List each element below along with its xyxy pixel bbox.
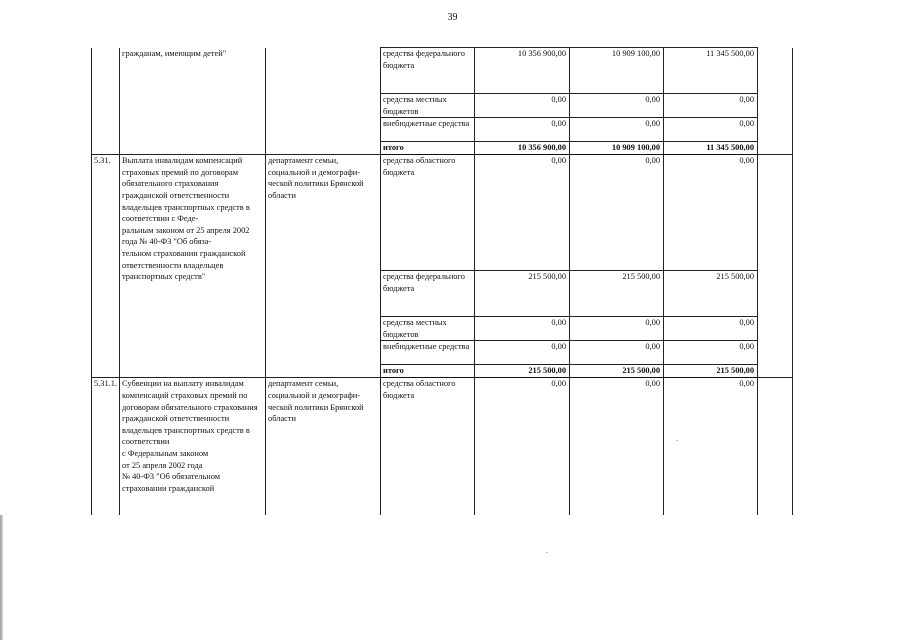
page-number: 39 — [447, 12, 458, 23]
amount-year-2: 10 909 100,00 — [570, 48, 664, 94]
amount-year-3: 0,00 — [664, 378, 758, 515]
item-name-cell: гражданам, имеющим детей" — [120, 48, 266, 155]
department-cell: департамент семьи, социальной и демографи- ческой политики Брянской области — [266, 378, 381, 515]
amount-year-2: 0,00 — [570, 155, 664, 271]
amount-year-2: 0,00 — [570, 94, 664, 118]
total-year-2: 215 500,00 — [570, 365, 664, 378]
amount-year-2: 215 500,00 — [570, 271, 664, 317]
funding-source: средства федерального бюджета — [381, 48, 475, 94]
item-number-cell: 5.31. — [92, 155, 120, 378]
total-year-2: 10 909 100,00 — [570, 142, 664, 155]
note-cell — [758, 378, 793, 515]
item-number-cell: 5.31.1. — [92, 378, 120, 515]
amount-year-3: 11 345 500,00 — [664, 48, 758, 94]
amount-year-1: 10 356 900,00 — [475, 48, 570, 94]
amount-year-2: 0,00 — [570, 341, 664, 365]
item-number-cell — [92, 48, 120, 155]
amount-year-1: 0,00 — [475, 317, 570, 341]
item-name-cell: Субвенции на выплату инвалидам компенсаций страховых премий по договорам обязательного страхования гражданской ответственности владельцев транспортных средств в соответствии с Федеральным законом от 25 апреля 2002 года № 40-ФЗ "Об обязательном страховании гражданской — [120, 378, 266, 515]
scan-edge-shadow — [0, 515, 3, 640]
amount-year-1: 215 500,00 — [475, 271, 570, 317]
note-cell — [758, 48, 793, 155]
amount-year-2: 0,00 — [570, 118, 664, 142]
total-year-1: 10 356 900,00 — [475, 142, 570, 155]
department-cell — [266, 48, 381, 155]
funding-source: внебюджетные средства — [381, 341, 475, 365]
amount-year-3: 0,00 — [664, 94, 758, 118]
department-cell: департамент семьи, социальной и демографи- ческой политики Брянской области — [266, 155, 381, 378]
funding-source: внебюджетные средства — [381, 118, 475, 142]
amount-year-1: 0,00 — [475, 118, 570, 142]
amount-year-3: 0,00 — [664, 155, 758, 271]
amount-year-1: 0,00 — [475, 378, 570, 515]
amount-year-1: 0,00 — [475, 155, 570, 271]
funding-source-total: итого — [381, 142, 475, 155]
funding-source: средства местных бюджетов — [381, 94, 475, 118]
funding-source: средства областного бюджета — [381, 378, 475, 515]
funding-source-total: итого — [381, 365, 475, 378]
scan-speck — [546, 552, 548, 553]
amount-year-2: 0,00 — [570, 378, 664, 515]
amount-year-3: 0,00 — [664, 341, 758, 365]
amount-year-1: 0,00 — [475, 341, 570, 365]
amount-year-3: 0,00 — [664, 317, 758, 341]
funding-source: средства местных бюджетов — [381, 317, 475, 341]
amount-year-3: 0,00 — [664, 118, 758, 142]
total-year-3: 11 345 500,00 — [664, 142, 758, 155]
total-year-3: 215 500,00 — [664, 365, 758, 378]
scan-speck — [676, 440, 678, 441]
funding-source: средства областного бюджета — [381, 155, 475, 271]
note-cell — [758, 155, 793, 378]
total-year-1: 215 500,00 — [475, 365, 570, 378]
item-name-cell: Выплата инвалидам компенсаций страховых премий по договорам обязательного страхования гражданской ответственности владельцев транспортных средств в соответствии с Феде- ральным законом от 25 апреля 2002 года № 40-ФЗ "Об обяза- тельном страховании гражданской ответственности владельцев транспортных средств" — [120, 155, 266, 378]
amount-year-1: 0,00 — [475, 94, 570, 118]
budget-table — [91, 47, 793, 515]
amount-year-3: 215 500,00 — [664, 271, 758, 317]
funding-source: средства федерального бюджета — [381, 271, 475, 317]
amount-year-2: 0,00 — [570, 317, 664, 341]
